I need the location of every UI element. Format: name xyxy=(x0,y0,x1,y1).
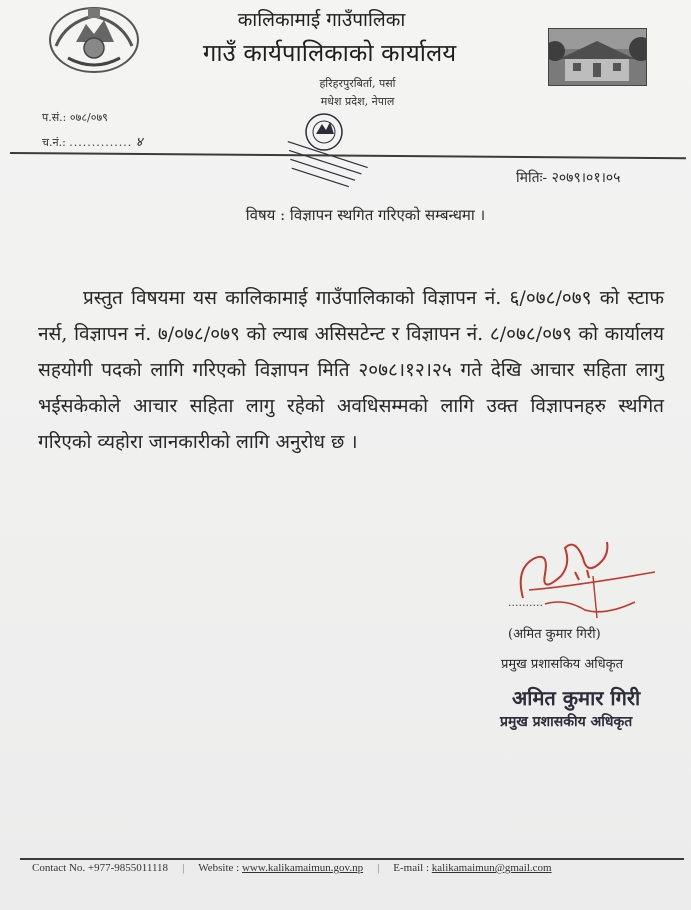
footer xyxy=(32,862,672,874)
footer-website-label: Website : xyxy=(198,862,240,874)
chalani-dots: .............. xyxy=(69,136,133,149)
footer-website-link[interactable]: www.kalikamaimun.gov.np xyxy=(241,862,364,874)
footer-divider xyxy=(20,858,684,860)
signatory-name-stamp: अमित कुमार गिरी xyxy=(512,686,641,710)
signatory-title-stamp: प्रमुख प्रशासकीय अधिकृत xyxy=(500,714,633,730)
address-line-2: मधेश प्रदेश, नेपाल xyxy=(320,95,395,108)
footer-separator: | xyxy=(182,862,185,874)
chalani-value: ४ xyxy=(135,135,143,150)
office-name: गाउँ कार्यपालिकाको कार्यालय xyxy=(202,39,457,67)
address-line-1: हरिहरपुरबिर्ता, पर्सा xyxy=(319,77,396,90)
office-building-photo xyxy=(548,28,647,86)
letter-subject: विषय : विज्ञापन स्थगित गरिएको सम्बन्धमा । xyxy=(245,206,486,224)
org-name: कालिकामाई गाउँपालिका xyxy=(237,9,406,31)
municipality-seal-icon xyxy=(272,106,376,190)
letter-date: मितिः- २०७९।०१।०५ xyxy=(516,170,621,186)
letter-body: प्रस्तुत विषयमा यस कालिकामाई गाउँपालिकाको विज्ञापन नं. ६/०७८/०७९ को स्टाफ नर्स, विज्ञापन नं. ७/०७८/०७९ को ल्याब असिसटेन्ट र विज्ञापन नं. ८/०७८/०७९ को कार्यालय सहयोगी पदको लागि गरिएको विज्ञापन मिति २०७८।१२।२५ गते देखि आचार सहिता लागु भईसकेकोले आचार सहिता लागु रहेको अवधिसम्मको लागि उक्त विज्ञापनहरु स्थगित गरिएको व्यहोरा जानकारीको लागि अनुरोध छ । xyxy=(38,287,664,453)
footer-separator: | xyxy=(377,862,380,874)
chalani-label: च.नं.: xyxy=(42,136,66,149)
footer-email-link[interactable]: kalikamaimun@gmail.com xyxy=(431,862,552,874)
patra-sankhya: प.सं.: ०७८/०७९ xyxy=(42,111,108,124)
chalani-number xyxy=(42,132,143,150)
signature-dots: .......... xyxy=(508,596,543,609)
footer-email-label: E-mail : xyxy=(393,862,430,874)
signatory-name-written: (अमित कुमार गिरी) xyxy=(508,627,601,642)
footer-contact: Contact No. +977-9855011118 xyxy=(32,862,169,874)
signatory-title-written: प्रमुख प्रशासकिय अधिकृत xyxy=(501,657,624,672)
